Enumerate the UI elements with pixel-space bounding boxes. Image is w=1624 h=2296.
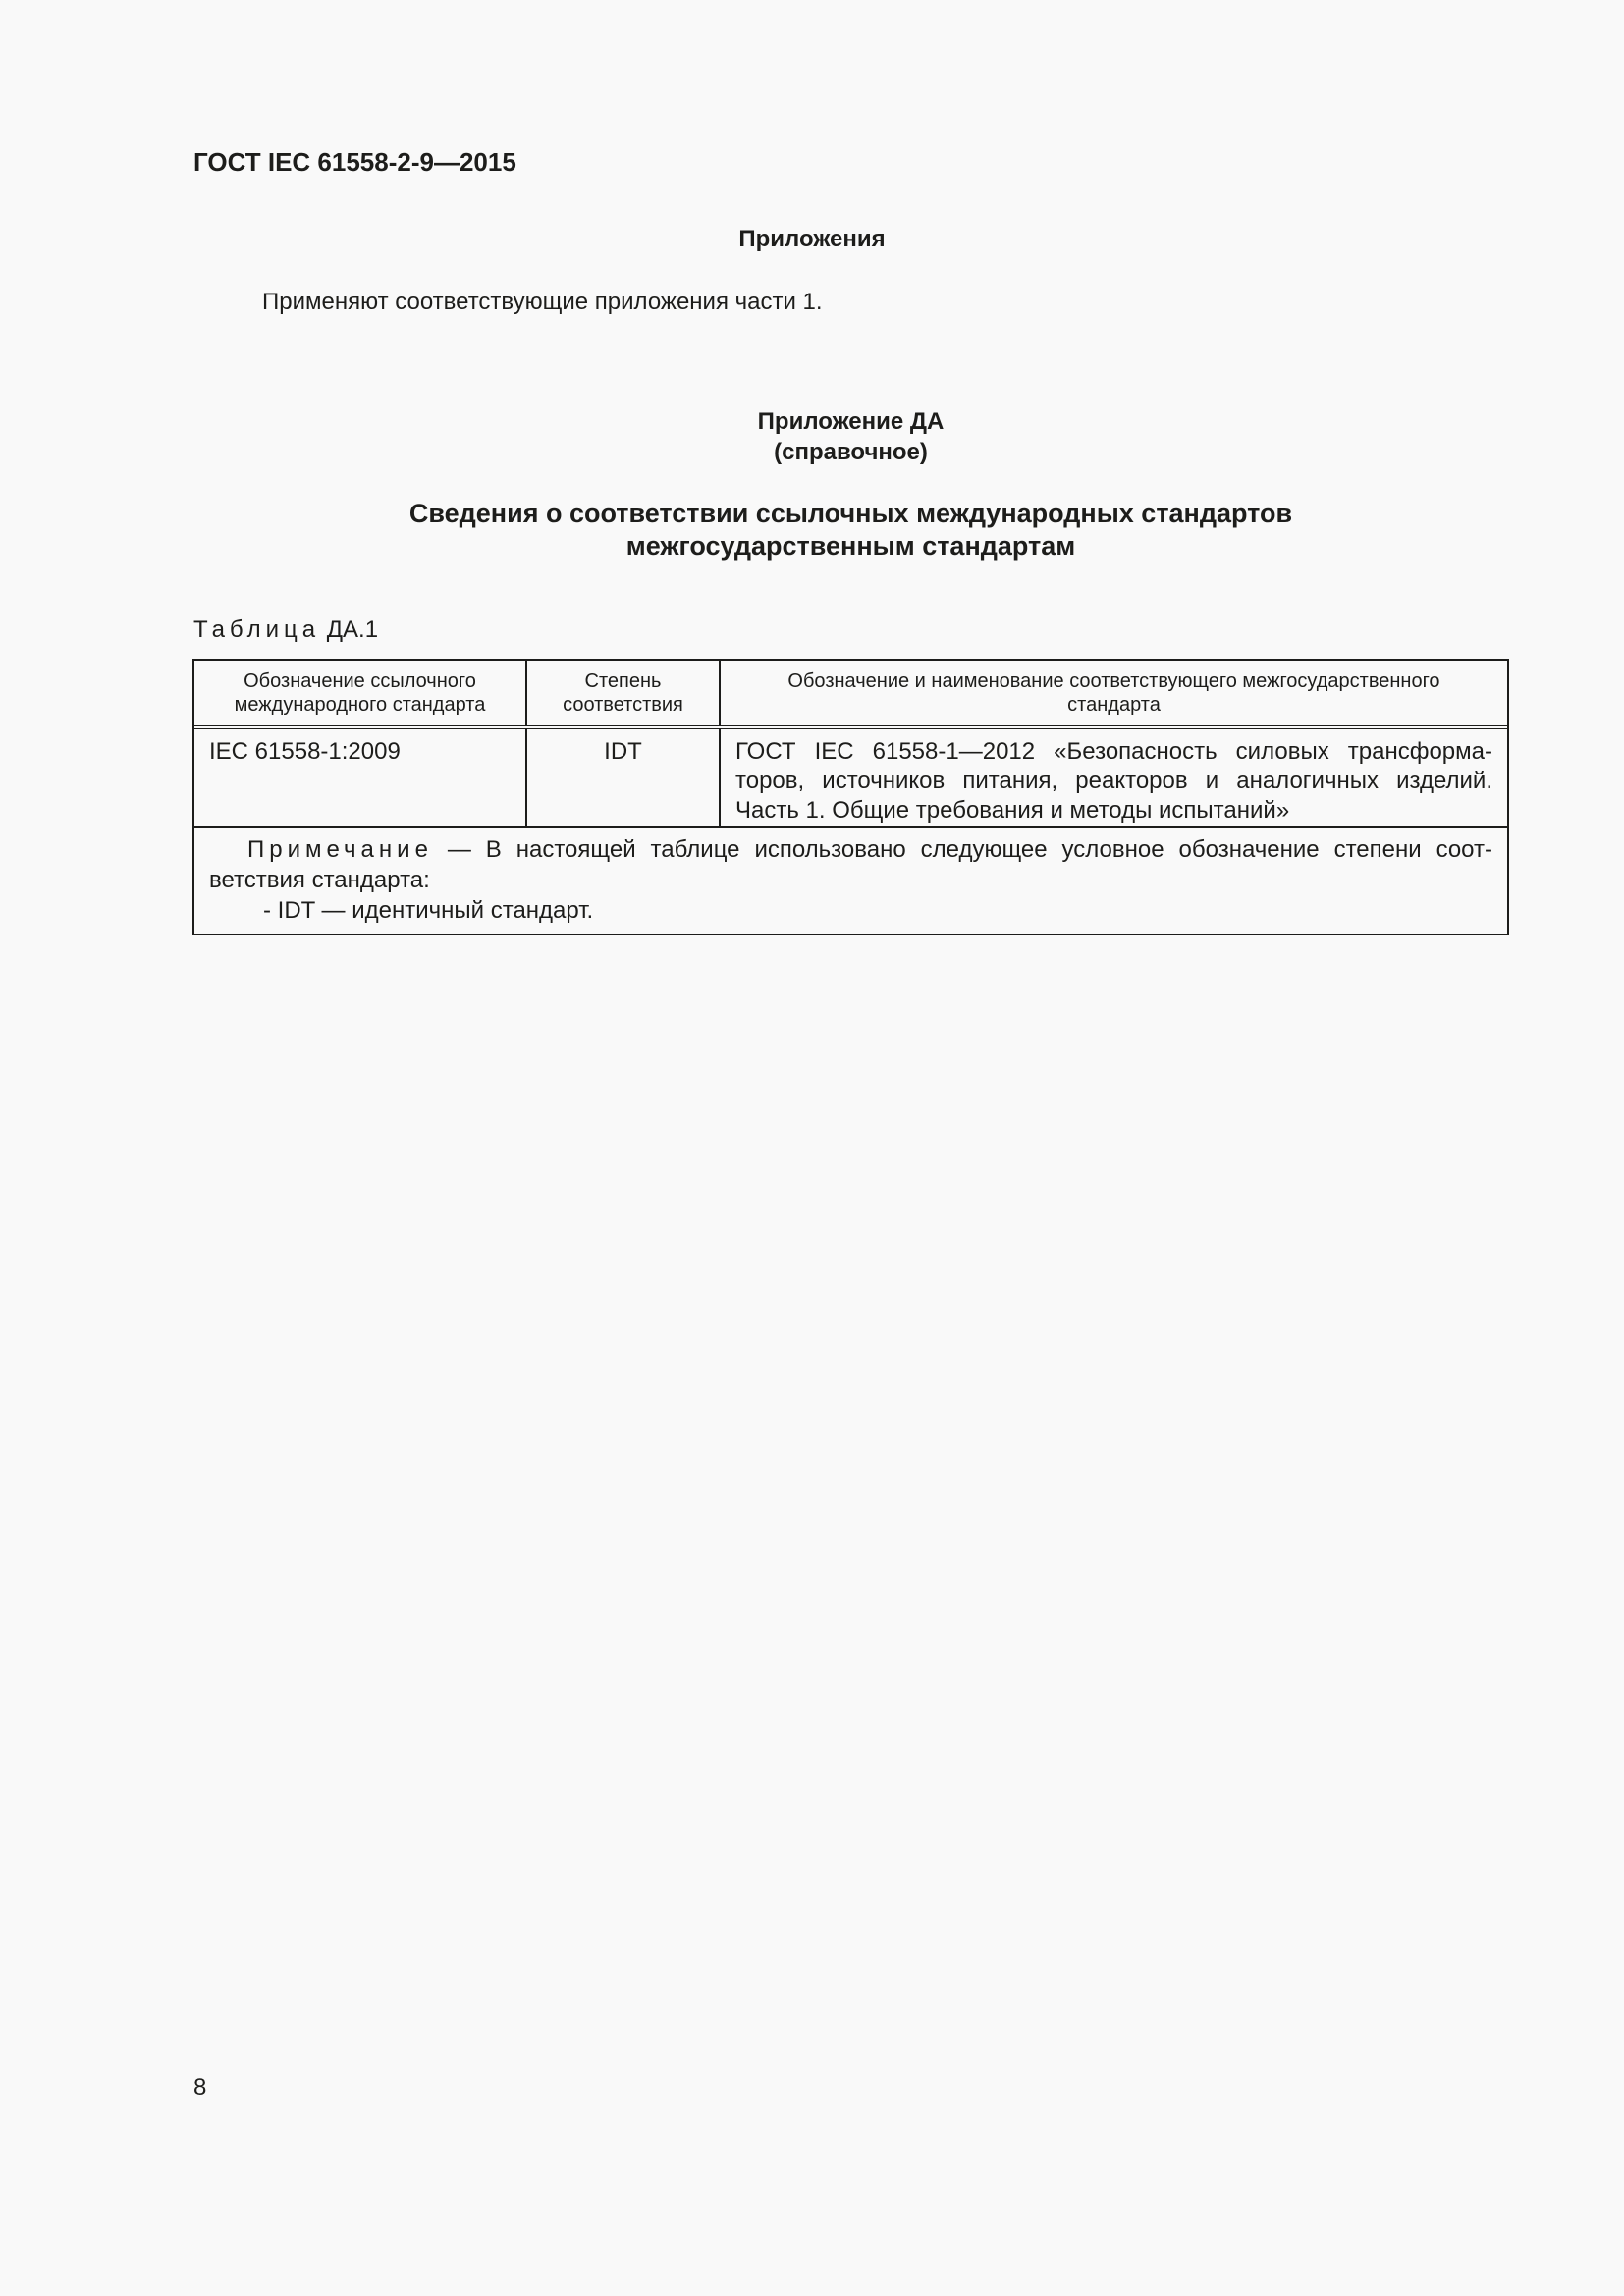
table-row: [194, 727, 1507, 826]
column-header-ref-standard: Обозначение ссылочного международного стандарта: [194, 661, 526, 727]
column-header-national-standard: Обозначение и наименование соответствующего межгосударственного стандарта: [720, 661, 1507, 727]
note-label: Примечание: [247, 836, 433, 863]
annex-heading-line-2: межгосударственным стандартам: [625, 531, 1076, 561]
table-caption-word: Таблица: [193, 616, 321, 643]
note-text: [209, 834, 1492, 895]
appendices-text: Применяют соответствующие приложения части 1.: [262, 289, 823, 315]
table-caption-id: ДА.1: [326, 616, 379, 643]
page-number: 8: [193, 2074, 207, 2101]
table-note: [194, 826, 1507, 934]
cell-degree: IDT: [526, 727, 720, 826]
annex-subtitle: (справочное): [774, 439, 928, 465]
annex-heading: [0, 498, 1624, 562]
correspondence-table: [192, 659, 1509, 935]
note-item: - IDT — идентичный стандарт.: [263, 897, 594, 924]
table-caption: [193, 616, 378, 644]
cell-ref-standard: IEC 61558-1:2009: [209, 738, 401, 765]
document-code: ГОСТ IEC 61558-2-9—2015: [193, 147, 516, 177]
annex-heading-line-1: Сведения о соответствии ссылочных международных стандартов: [408, 499, 1293, 528]
appendices-title: Приложения: [738, 226, 886, 252]
annex-title: Приложение ДА: [757, 408, 945, 435]
note-body: — В настоящей таблице использовано следующее условное обозначение степени соот-ветствия стандарта:: [209, 836, 1492, 893]
annex-title-block: [0, 406, 1624, 467]
cell-national-standard: ГОСТ IEC 61558-1—2012 «Безопасность силовых трансформа-торов, источников питания, реакторов и аналогичных изделий. Часть 1. Общие требования и методы испытаний»: [720, 727, 1507, 826]
table-header-row: [194, 661, 1507, 727]
column-header-degree: Степень соответствия: [526, 661, 720, 727]
